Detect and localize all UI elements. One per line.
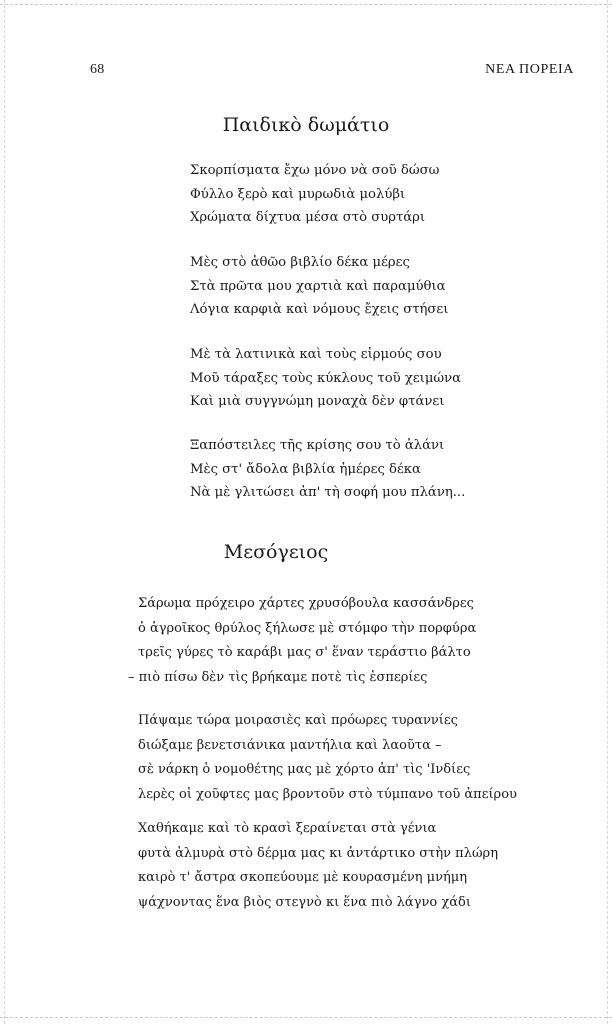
verse-line: ὁ ἀγροῖκος θρύλος ξήλωσε μὲ στόμφο τὴν πορφύρα [138, 620, 477, 636]
poem-title: Παιδικὸ δωμάτιο [222, 114, 390, 136]
verse-line: Στὰ πρῶτα μου χαρτιὰ καὶ παραμύθια [190, 278, 446, 294]
page-edge-top [0, 4, 612, 5]
stanza [190, 343, 461, 414]
verse-line: Φύλλο ξερὸ καὶ μυρωδιὰ μολύβι [190, 186, 406, 202]
verse-line: Καὶ μιὰ συγγνώμη μοναχὰ δὲν φτάνει [190, 394, 445, 409]
stanza [190, 251, 448, 322]
page-number: 68 [90, 62, 105, 77]
page-edge-left [4, 0, 5, 1024]
verse-line: Ξαπόστειλες τῆς κρίσης σου τὸ ἀλάνι [190, 438, 445, 453]
verse-line: Μὲς στ' ἄδολα βιβλία ἡμέρες δέκα [190, 461, 421, 477]
stanza [138, 709, 517, 807]
verse-line: διώξαμε βενετσιάνικα μαντήλια καὶ λαοῦτα – [138, 737, 442, 753]
verse-line: Μὲς στὸ ἀθῶο βιβλίο δέκα μέρες [190, 255, 410, 270]
verse-line: τρεῖς γύρες τὸ καράβι μας σ' ἕναν τεράστιο βάλτο [138, 645, 471, 660]
verse-line: Χρώματα δίχτυα μέσα στὸ συρτάρι [190, 210, 426, 225]
verse-line: Νὰ μὲ γλιτώσει ἀπ' τὴ σοφή μου πλάνη... [190, 485, 466, 500]
verse-line: καιρὸ τ' ἄστρα σκοπεύουμε μὲ κουρασμένη μνήμη [138, 870, 468, 885]
verse-line: Χαθήκαμε καὶ τὸ κρασὶ ξεραίνεται στὰ γένια [138, 821, 437, 836]
poem-title: Μεσόγειος [223, 541, 329, 563]
verse-line: Μοῦ τάραξες τοὺς κύκλους τοῦ χειμώνα [190, 370, 462, 386]
stanza [138, 817, 498, 915]
verse-line: Λόγια καρφιὰ καὶ νόμους ἔχεις στήσει [190, 302, 449, 317]
stanza [190, 159, 439, 230]
stanza [128, 592, 477, 690]
verse-line: ψάχνοντας ἕνα βιὸς στεγνὸ κι ἕνα πιὸ λάγνο χάδι [138, 894, 471, 910]
verse-line: φυτὰ ἁλμυρὰ στὸ δέρμα μας κι ἀντάρτικο στὴν πλώρη [138, 845, 498, 861]
page-edge-right [607, 0, 608, 1024]
verse-line: Σκορπίσματα ἔχω μόνο νὰ σοῦ δώσω [190, 163, 440, 178]
verse-line: Σάρωμα πρόχειρο χάρτες χρυσόβουλα κασσάνδρες [138, 596, 474, 611]
verse-line: σὲ νάρκη ὁ νομοθέτης μας μὲ χόρτο ἀπ' τὶς 'Ινδίες [138, 762, 471, 777]
stanza [190, 434, 465, 505]
verse-line: Πάψαμε τώρα μοιρασιὲς καὶ πρόωρες τυραννίες [138, 713, 458, 728]
verse-line: Μὲ τὰ λατινικὰ καὶ τοὺς εἱρμούς σου [190, 347, 442, 362]
page-edge-bottom [0, 1017, 612, 1018]
running-head: ΝΕΑ ΠΟΡΕΙΑ [485, 62, 574, 77]
verse-line: λερὲς οἱ χοῦφτες μας βροντοῦν στὸ τύμπανο τοῦ ἀπείρου [138, 786, 517, 802]
verse-line: – πιὸ πίσω δὲν τὶς βρήκαμε ποτὲ τὶς ἑσπερίες [128, 669, 428, 685]
